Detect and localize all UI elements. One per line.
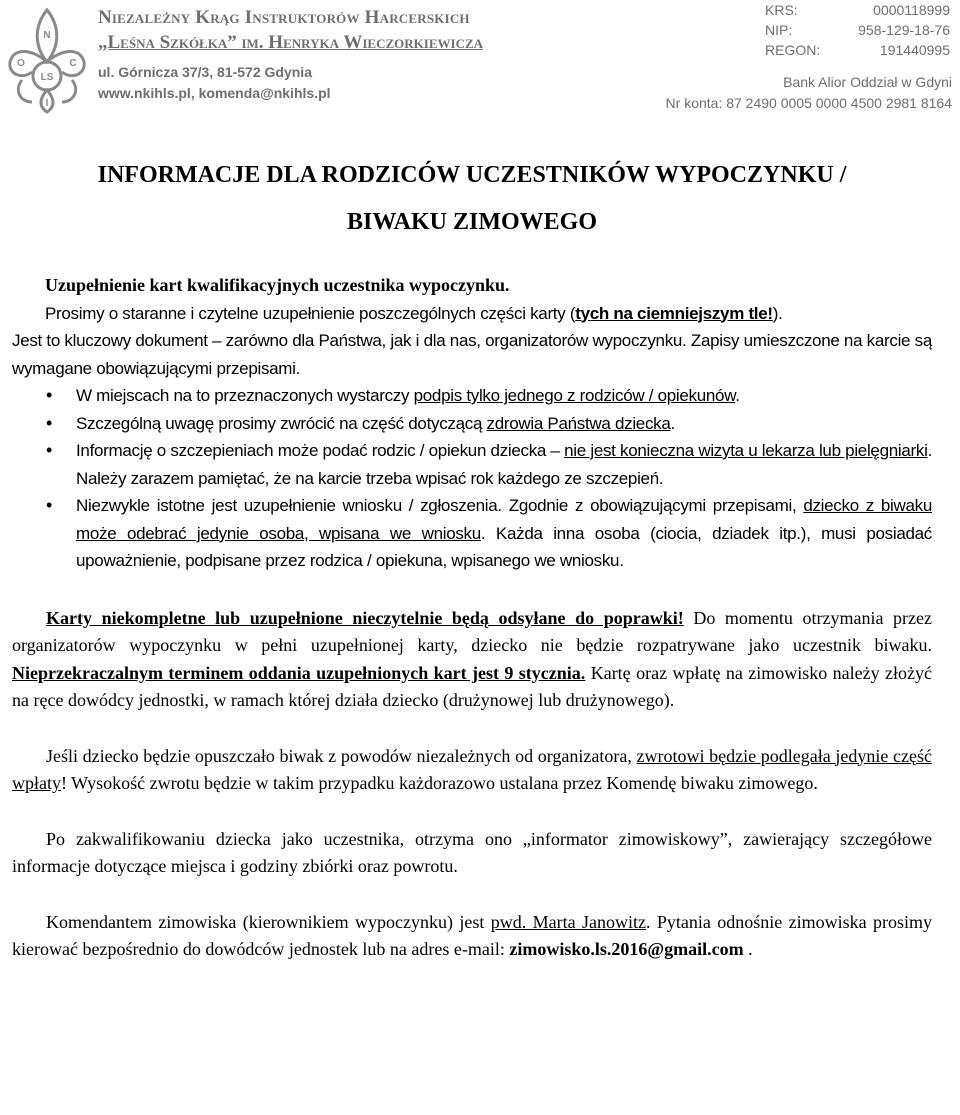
- commander-name: pwd. Marta Janowitz: [490, 911, 646, 932]
- regon-value: 191440995: [879, 42, 950, 58]
- spacer: [12, 715, 932, 743]
- bullet4-text: Niezwykle istotne jest uzupełnienie wniosku / zgłoszenia. Zgodnie z obowiązującymi przepisami,: [76, 496, 804, 515]
- list-item: [12, 410, 932, 438]
- org-name-line2: „Leśna Szkółka” im. Henryka Wieczorkiewicza: [98, 32, 484, 53]
- registration-info: [765, 0, 950, 60]
- para5-text-d: .: [743, 939, 753, 959]
- logo-letter-n: N: [43, 30, 51, 41]
- title-line-2: BIWAKU ZIMOWEGO: [346, 209, 598, 235]
- bullet1-underlined: podpis tylko jednego z rodziców / opiekunów: [413, 386, 736, 405]
- informator-paragraph: Po zakwalifikowaniu dziecka jako uczestnika, otrzyma ono „informator zimowiskowy”, zawierający szczegółowe informacje dotyczące miejsca i godziny zbiórki oraz powrotu.: [12, 828, 932, 876]
- nip-label: NIP:: [765, 22, 793, 38]
- bullet2-underlined: zdrowia Państwa dziecka: [486, 413, 671, 433]
- scout-lily-logo: [4, 6, 90, 114]
- bullet3-text: Informację o szczepieniach może podać rodzic / opiekun dziecka –: [76, 441, 565, 460]
- contact-email[interactable]: zimowisko.ls.2016@gmail.com: [509, 939, 744, 959]
- list-item: [12, 437, 932, 492]
- nip-value: 958-129-18-76: [858, 22, 950, 38]
- commander-paragraph: [12, 909, 932, 964]
- returns-paragraph: [12, 605, 932, 715]
- para3-text-c: ! Wysokość zwrotu będzie w takim przypadku każdorazowo ustalana przez Komendę biwaku zimowego.: [61, 773, 818, 793]
- bullet3-end: . Należy zarazem pamiętać, że na karcie trzeba wpisać rok każdego ze szczepień.: [76, 441, 933, 488]
- refund-underlined: zwrotowi będzie podlegała jedynie część wpłaty: [12, 745, 932, 793]
- para2-text-d: Kartę oraz wpłatę na zimowisko należy złożyć na ręce dowódcy jednostki, w ramach której działa dziecko (drużynowej lub drużynowego).: [12, 662, 932, 710]
- logo-letter-c: C: [69, 58, 77, 69]
- intro-paragraph-2: Jest to kluczowy dokument – zarówno dla Państwa, jak i dla nas, organizatorów wypoczynku. Zapisy umieszczone na karcie są wymagane obowiązującymi przepisami.: [12, 331, 932, 378]
- bank-info: [666, 72, 952, 114]
- section-heading: Uzupełnienie kart kwalifikacyjnych uczestnika wypoczynku.: [45, 275, 510, 295]
- para5-text-a: Komendantem zimowiska (kierownikiem wypoczynku) jest: [46, 911, 491, 932]
- organization-block: [98, 6, 483, 104]
- intro-text-a: Prosimy o staranne i czytelne uzupełnienie poszczególnych części karty (: [45, 303, 576, 323]
- para3-text-a: Jeśli dziecko będzie opuszczało biwak z powodów niezależnych od organizatora,: [46, 745, 637, 766]
- para5-text-c: . Pytania odnośnie zimowiska prosimy kierować bezpośrednio do dowódców jednostek lub na adres e-mail:: [12, 911, 932, 959]
- letterhead: [0, 0, 960, 118]
- warning-text: Karty niekompletne lub uzupełnione nieczytelnie będą odsyłane do poprawki!: [46, 607, 684, 628]
- bullet1-text: W miejscach na to przeznaczonych wystarczy: [76, 386, 414, 405]
- bullet1-end: .: [735, 386, 740, 405]
- bullet2-end: .: [670, 413, 675, 433]
- org-address: ul. Górnicza 37/3, 81-572 Gdynia: [98, 64, 312, 80]
- org-contact: www.nkihls.pl, komenda@nkihls.pl: [98, 85, 331, 101]
- bullet3-underlined: nie jest konieczna wizyta u lekarza lub pielęgniarki: [564, 441, 928, 460]
- intro-paragraph: [45, 300, 932, 328]
- refund-paragraph: [12, 743, 932, 798]
- logo-letter-i: I: [45, 98, 49, 109]
- bank-account: Nr konta: 87 2490 0005 0000 4500 2981 8164: [665, 95, 952, 111]
- deadline-text: Nieprzekraczalnym terminem oddania uzupełnionych kart jest 9 stycznia.: [12, 662, 586, 683]
- list-item: [12, 382, 932, 410]
- spacer: [12, 881, 932, 909]
- document-title: [12, 152, 932, 246]
- org-name-line1: Niezależny Krąg Instruktorów Harcerskich: [98, 7, 470, 28]
- krs-value: 0000118999: [873, 2, 950, 18]
- intro-emphasis: tych na ciemniejszym tle!: [575, 303, 773, 323]
- bullet4-end: . Każda inna osoba (ciocia, dziadek itp.), musi posiadać upoważnienie, podpisane przez rodzica / opiekuna, wpisanego we wniosku.: [76, 523, 932, 570]
- intro-text-c: ).: [772, 303, 783, 323]
- bank-name: Bank Alior Oddział w Gdyni: [783, 74, 952, 90]
- document-body: [12, 152, 932, 964]
- bullet4-underlined: dziecko z biwaku może odebrać jedynie osoba, wpisana we wniosku: [76, 496, 932, 543]
- spacer: [12, 575, 932, 605]
- para2-text-b: Do momentu otrzymania przez organizatorów wypoczynku w pełni uzupełnionej karty, dziecko nie będzie rozpatrywane jako uczestnik biwaku.: [12, 607, 932, 655]
- list-item: [12, 492, 932, 575]
- title-line-1: INFORMACJE DLA RODZICÓW UCZESTNIKÓW WYPOCZYNKU /: [97, 162, 847, 188]
- logo-letter-o: O: [17, 58, 25, 69]
- logo-letters-ls: LS: [40, 72, 54, 83]
- krs-label: KRS:: [765, 2, 798, 18]
- spacer: [12, 798, 932, 826]
- bullet2-text: Szczególną uwagę prosimy zwrócić na część dotyczącą: [76, 413, 487, 433]
- regon-label: REGON:: [765, 42, 821, 58]
